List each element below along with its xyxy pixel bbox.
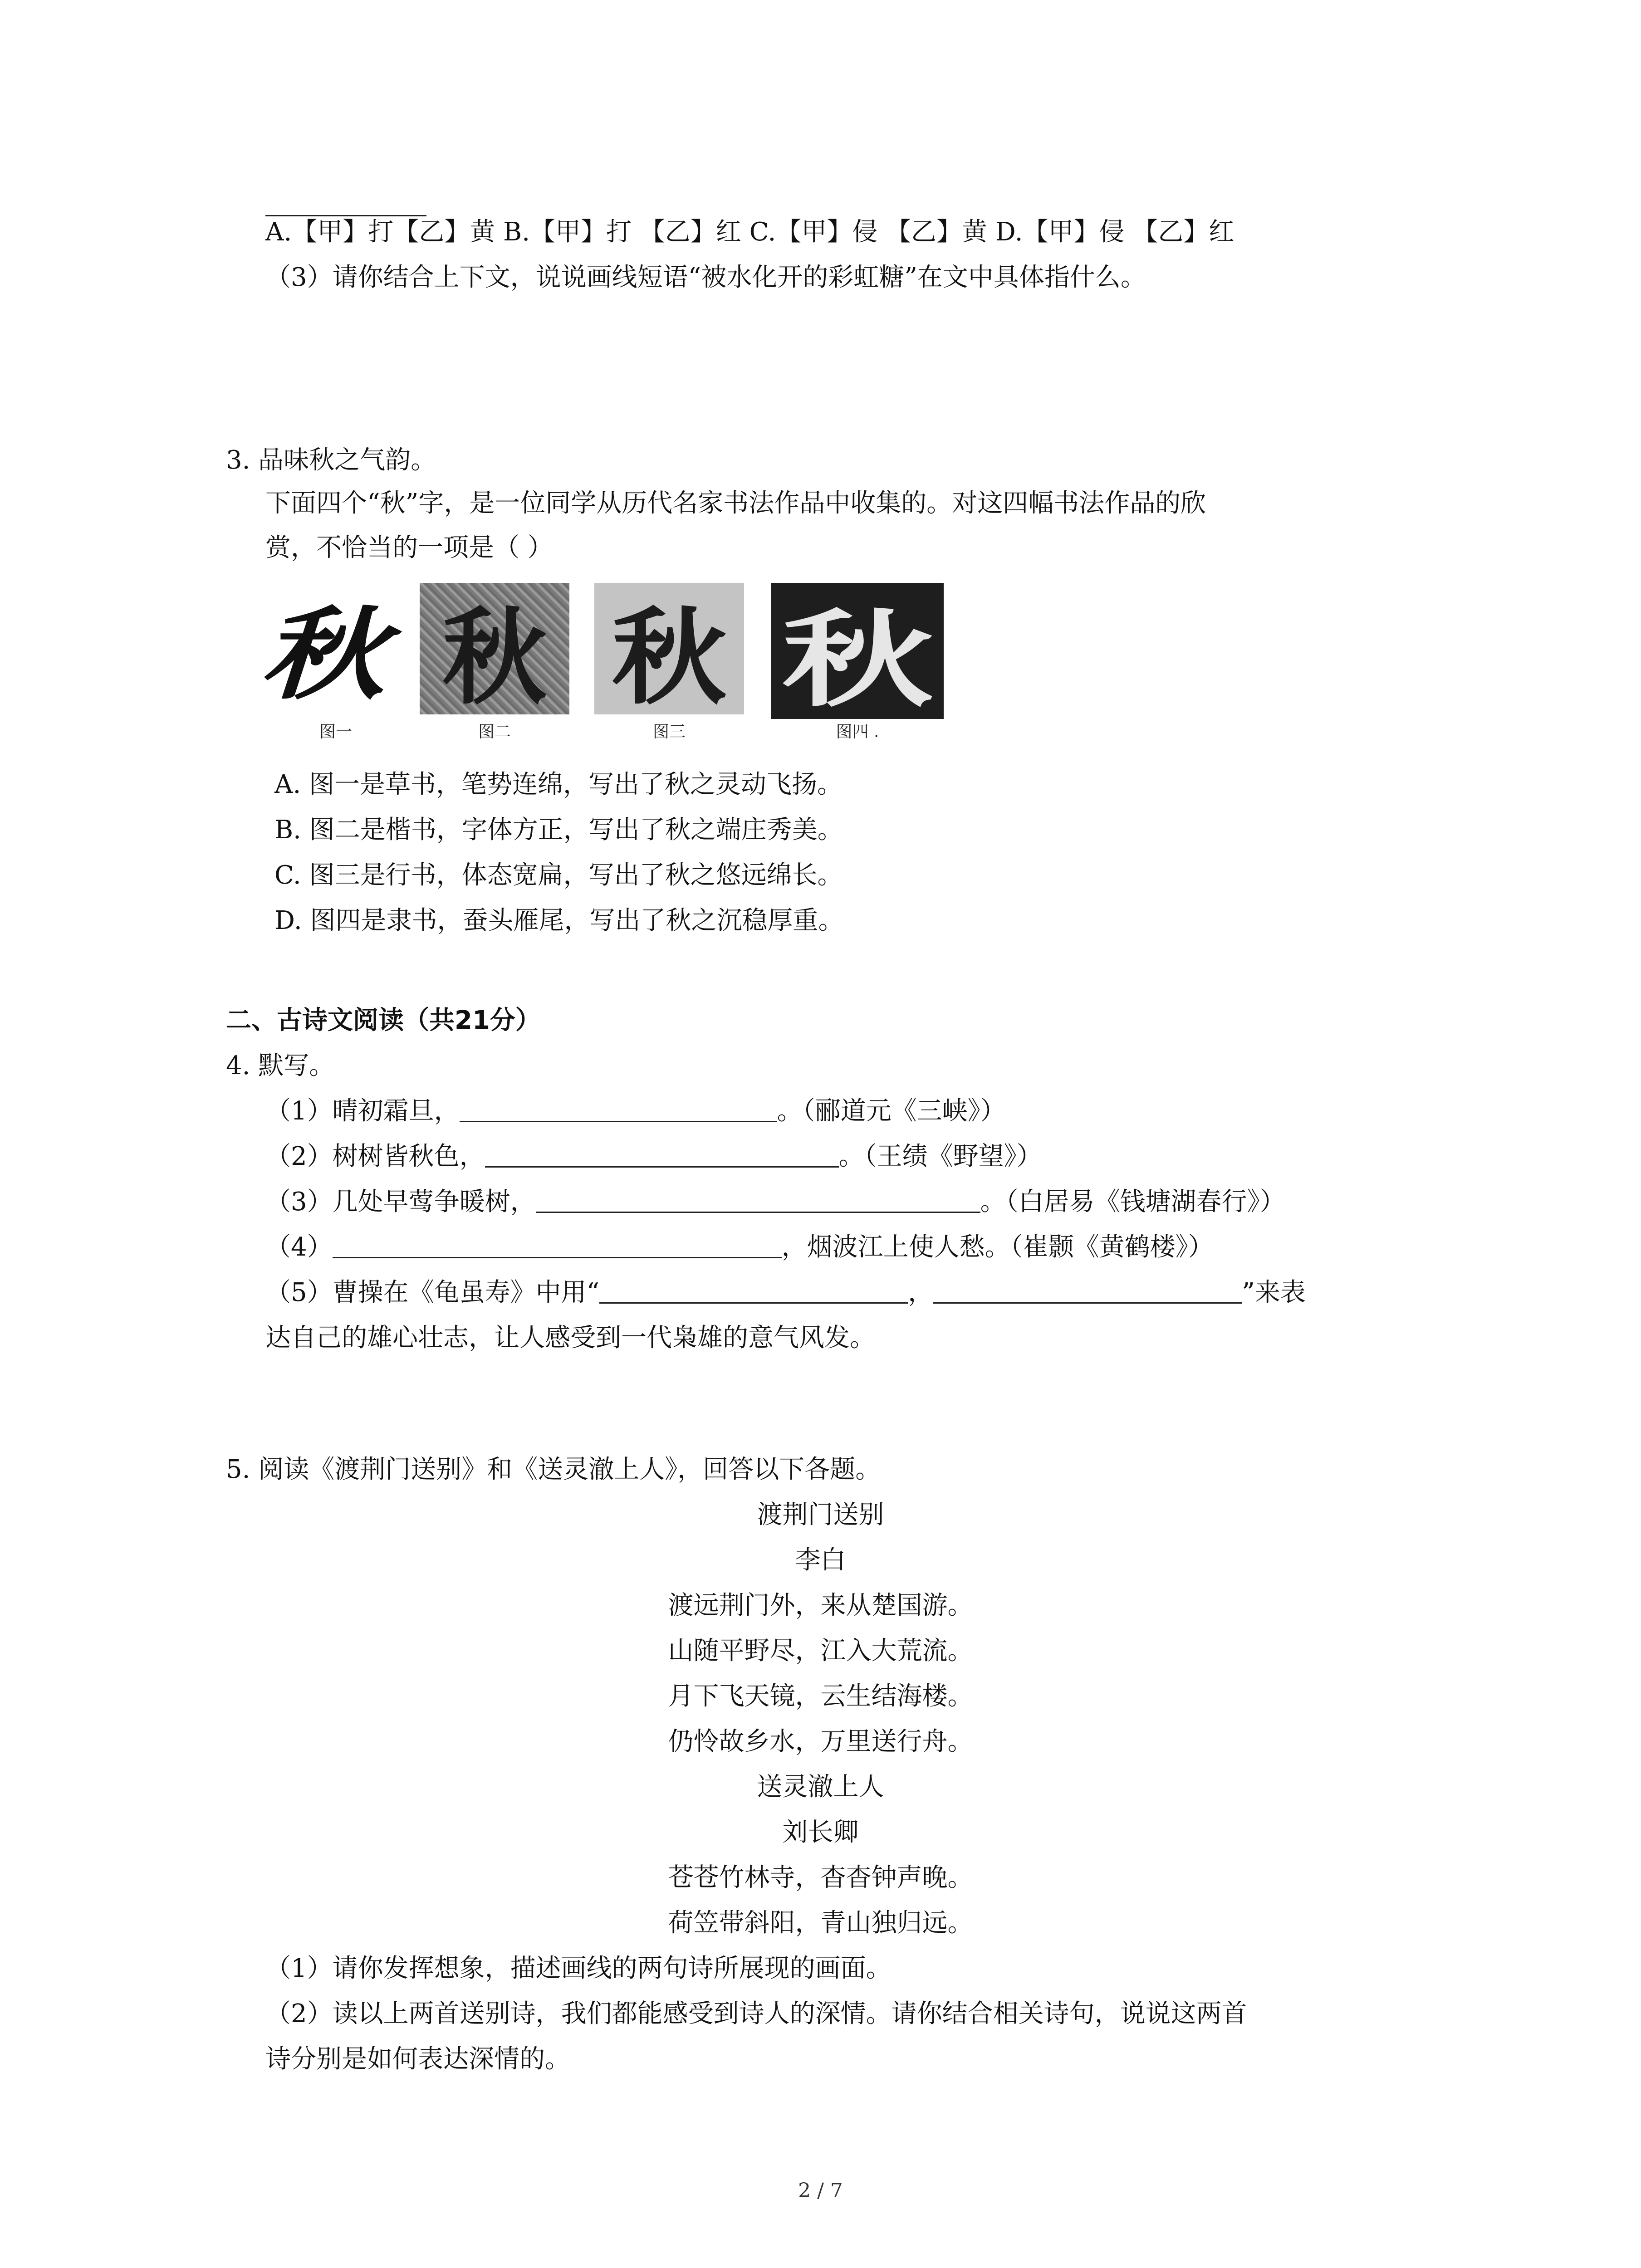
- q5-title: 5. 阅读《渡荆门送别》和《送灵澈上人》，回答以下各题。: [226, 1455, 881, 1484]
- q4-item-4: （4） ，烟波江上使人愁。（崔颢《黄鹤楼》）: [265, 1232, 1214, 1262]
- calligraphy-cursive-icon: 秋: [251, 596, 415, 713]
- poem2-author: 刘长卿: [782, 1818, 859, 1847]
- fill-blank[interactable]: [933, 1277, 1242, 1304]
- calligraphy-rubbing-icon: 秋: [442, 596, 547, 719]
- page-number: 2 / 7: [798, 2179, 843, 2202]
- fill-blank[interactable]: [460, 1095, 777, 1122]
- q3-option-a: A. 图一是草书，笔势连绵，写出了秋之灵动飞扬。: [274, 770, 843, 799]
- q3-intro-line1: 下面四个“秋”字，是一位同学从历代名家书法作品中收集的。对这四幅书法作品的欣: [265, 489, 1206, 518]
- poem1-line: 月下飞天镜，云生结海楼。: [668, 1681, 973, 1711]
- q4-title: 4. 默写。: [226, 1051, 335, 1080]
- image-label-4: 图四 .: [836, 723, 879, 741]
- q4-item-3: （3）几处早莺争暖树， 。（白居易《钱塘湖春行》）: [265, 1187, 1285, 1217]
- q2-options-line: A.【甲】打【乙】黄 B.【甲】打 【乙】红 C.【甲】侵 【乙】黄 D.【甲】侵 【乙】红: [265, 217, 1234, 247]
- calligraphy-image-1: [251, 583, 415, 746]
- q5-sub1: （1）请你发挥想象，描述画线的两句诗所展现的画面。: [265, 1954, 892, 1983]
- poem2-line: 荷笠带斜阳，青山独归远。: [668, 1908, 973, 1938]
- image-label-2: 图二: [478, 723, 511, 741]
- q3-option-b: B. 图二是楷书，字体方正，写出了秋之端庄秀美。: [274, 815, 843, 845]
- image-label-1: 图一: [319, 723, 352, 741]
- poem2-title: 送灵澈上人: [757, 1772, 884, 1802]
- q3-option-d: D. 图四是隶书，蚕头雁尾，写出了秋之沉稳厚重。: [274, 906, 844, 935]
- poem1-line: 仍怜故乡水，万里送行舟。: [668, 1727, 973, 1756]
- poem1-author: 李白: [795, 1545, 846, 1575]
- fill-blank[interactable]: [333, 1232, 782, 1258]
- poem2-line: 苍苍竹林寺，杳杳钟声晚。: [668, 1863, 973, 1892]
- q3-option-c: C. 图三是行书，体态宽扁，写出了秋之悠远绵长。: [274, 860, 843, 890]
- fill-blank[interactable]: [599, 1277, 908, 1304]
- calligraphy-image-4: [771, 583, 944, 746]
- poem1-line: 渡远荆门外，来从楚国游。: [668, 1591, 973, 1620]
- poem1-line: 山随平野尽，江入大荒流。: [668, 1636, 973, 1666]
- q4-item-2: （2）树树皆秋色， 。（王绩《野望》）: [265, 1142, 1042, 1171]
- calligraphy-clerical-icon: 秋: [782, 598, 933, 721]
- calligraphy-image-2: [420, 583, 569, 746]
- q5-sub2-line1: （2）读以上两首送别诗，我们都能感受到诗人的深情。请你结合相关诗句，说说这两首: [265, 1999, 1247, 2028]
- calligraphy-image-3: [594, 583, 744, 746]
- fill-blank[interactable]: [485, 1141, 839, 1168]
- q2-sub3: （3）请你结合上下文，说说画线短语“被水化开的彩虹糖”在文中具体指什么。: [265, 263, 1146, 292]
- fill-blank[interactable]: [536, 1186, 980, 1213]
- q4-item-5-line2: 达自己的雄心壮志，让人感受到一代枭雄的意气风发。: [265, 1323, 875, 1353]
- calligraphy-running-icon: 秋: [612, 596, 727, 719]
- q5-sub2-line2: 诗分别是如何表达深情的。: [265, 2044, 570, 2074]
- image-label-3: 图三: [652, 723, 686, 741]
- poem1-title: 渡荆门送别: [757, 1500, 884, 1530]
- q4-item-5: （5）曹操在《龟虽寿》中用“ ， ”来表: [265, 1278, 1306, 1307]
- q3-intro-line2: 赏，不恰当的一项是（ ）: [265, 533, 553, 562]
- q3-title: 3. 品味秋之气韵。: [226, 445, 436, 475]
- q4-item-1: （1）晴初霜旦， 。（郦道元《三峡》）: [265, 1096, 1006, 1126]
- section-heading: 二、古诗文阅读（共21分）: [226, 1006, 541, 1035]
